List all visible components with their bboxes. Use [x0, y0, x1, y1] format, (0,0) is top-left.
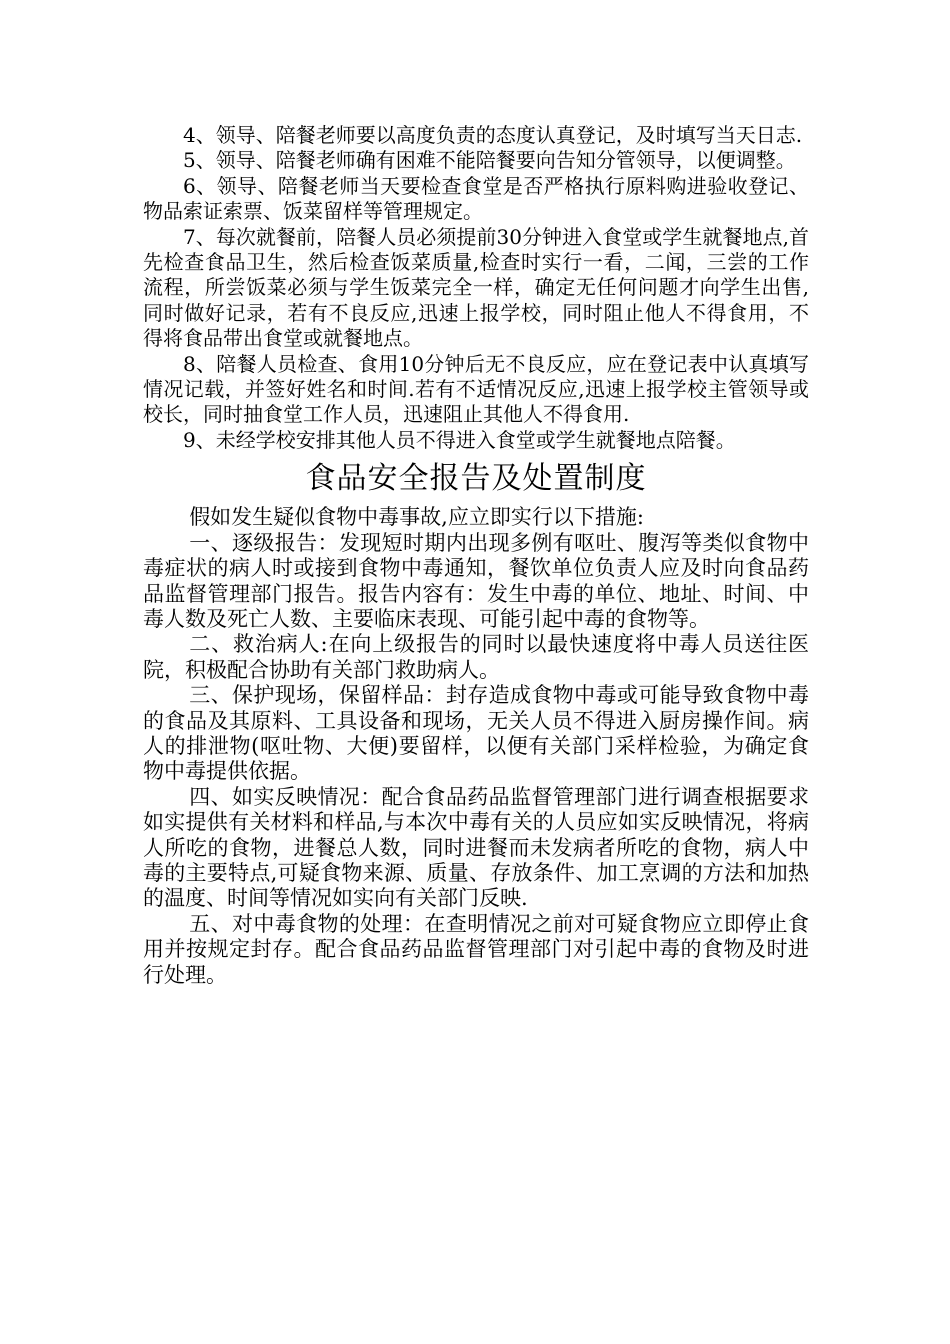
intro-paragraph: 假如发生疑似食物中毒事故,应立即实行以下措施: — [189, 505, 644, 530]
step-3-paragraph: 三、保护现场，保留样品：封存造成食物中毒或可能导致食物中毒的食品及其原料、工具设备和现场，无关人员不得进入厨房操作间。病人的排泄物(呕吐物、大便)要留样，以便有关部门采样检验，为确定食物中毒提供依据。 — [143, 683, 809, 784]
rule-9-paragraph: 9、未经学校安排其他人员不得进入食堂或学生就餐地点陪餐。 — [183, 427, 736, 452]
step-2-paragraph: 二、救治病人:在向上级报告的同时以最快速度将中毒人员送往医院，积极配合协助有关部门救助病人。 — [143, 632, 809, 682]
document-page — [143, 123, 809, 988]
step-5-paragraph: 五、对中毒食物的处理：在查明情况之前对可疑食物应立即停止食用并按规定封存。配合食品药品监督管理部门对引起中毒的食物及时进行处理。 — [143, 911, 809, 987]
rule-7-paragraph: 7、每次就餐前，陪餐人员必须提前30分钟进入食堂或学生就餐地点,首先检查食品卫生，然后检查饭菜质量,检查时实行一看，二闻，三尝的工作流程，所尝饭菜必须与学生饭菜完全一样，确定无任何问题才向学生出售,同时做好记录，若有不良反应,迅速上报学校，同时阻止他人不得食用，不得将食品带出食堂或就餐地点。 — [143, 224, 809, 351]
section-heading: 食品安全报告及处置制度 — [305, 461, 647, 497]
reporting-procedure-section — [143, 505, 809, 988]
rule-8-paragraph: 8、陪餐人员检查、食用10分钟后无不良反应，应在登记表中认真填写情况记载，并签好姓名和时间.若有不适情况反应,迅速上报学校主管领导或校长，同时抽食堂工作人员，迅速阻止其他人不得食用. — [143, 351, 809, 427]
supervision-rules-section — [143, 123, 809, 453]
step-4-paragraph: 四、如实反映情况：配合食品药品监督管理部门进行调查根据要求如实提供有关材料和样品,与本次中毒有关的人员应如实反映情况，将病人所吃的食物，进餐总人数，同时进餐而未发病者所吃的食物，病人中毒的主要特点,可疑食物来源、质量、存放条件、加工烹调的方法和加热的温度、时间等情况如实向有关部门反映. — [143, 784, 809, 911]
rule-5-paragraph: 5、领导、陪餐老师确有困难不能陪餐要向告知分管领导，以便调整。 — [183, 148, 796, 173]
rule-6-paragraph: 6、领导、陪餐老师当天要检查食堂是否严格执行原料购进验收登记、物品索证索票、饭菜留样等管理规定。 — [143, 173, 809, 224]
step-1-paragraph: 一、逐级报告：发现短时期内出现多例有呕吐、腹泻等类似食物中毒症状的病人时或接到食物中毒通知，餐饮单位负责人应及时向食品药品监督管理部门报告。报告内容有：发生中毒的单位、地址、时间、中毒人数及死亡人数、主要临床表现、可能引起中毒的食物等。 — [143, 530, 809, 631]
rule-4-paragraph: 4、领导、陪餐老师要以高度负责的态度认真登记，及时填写当天日志. — [183, 123, 803, 147]
